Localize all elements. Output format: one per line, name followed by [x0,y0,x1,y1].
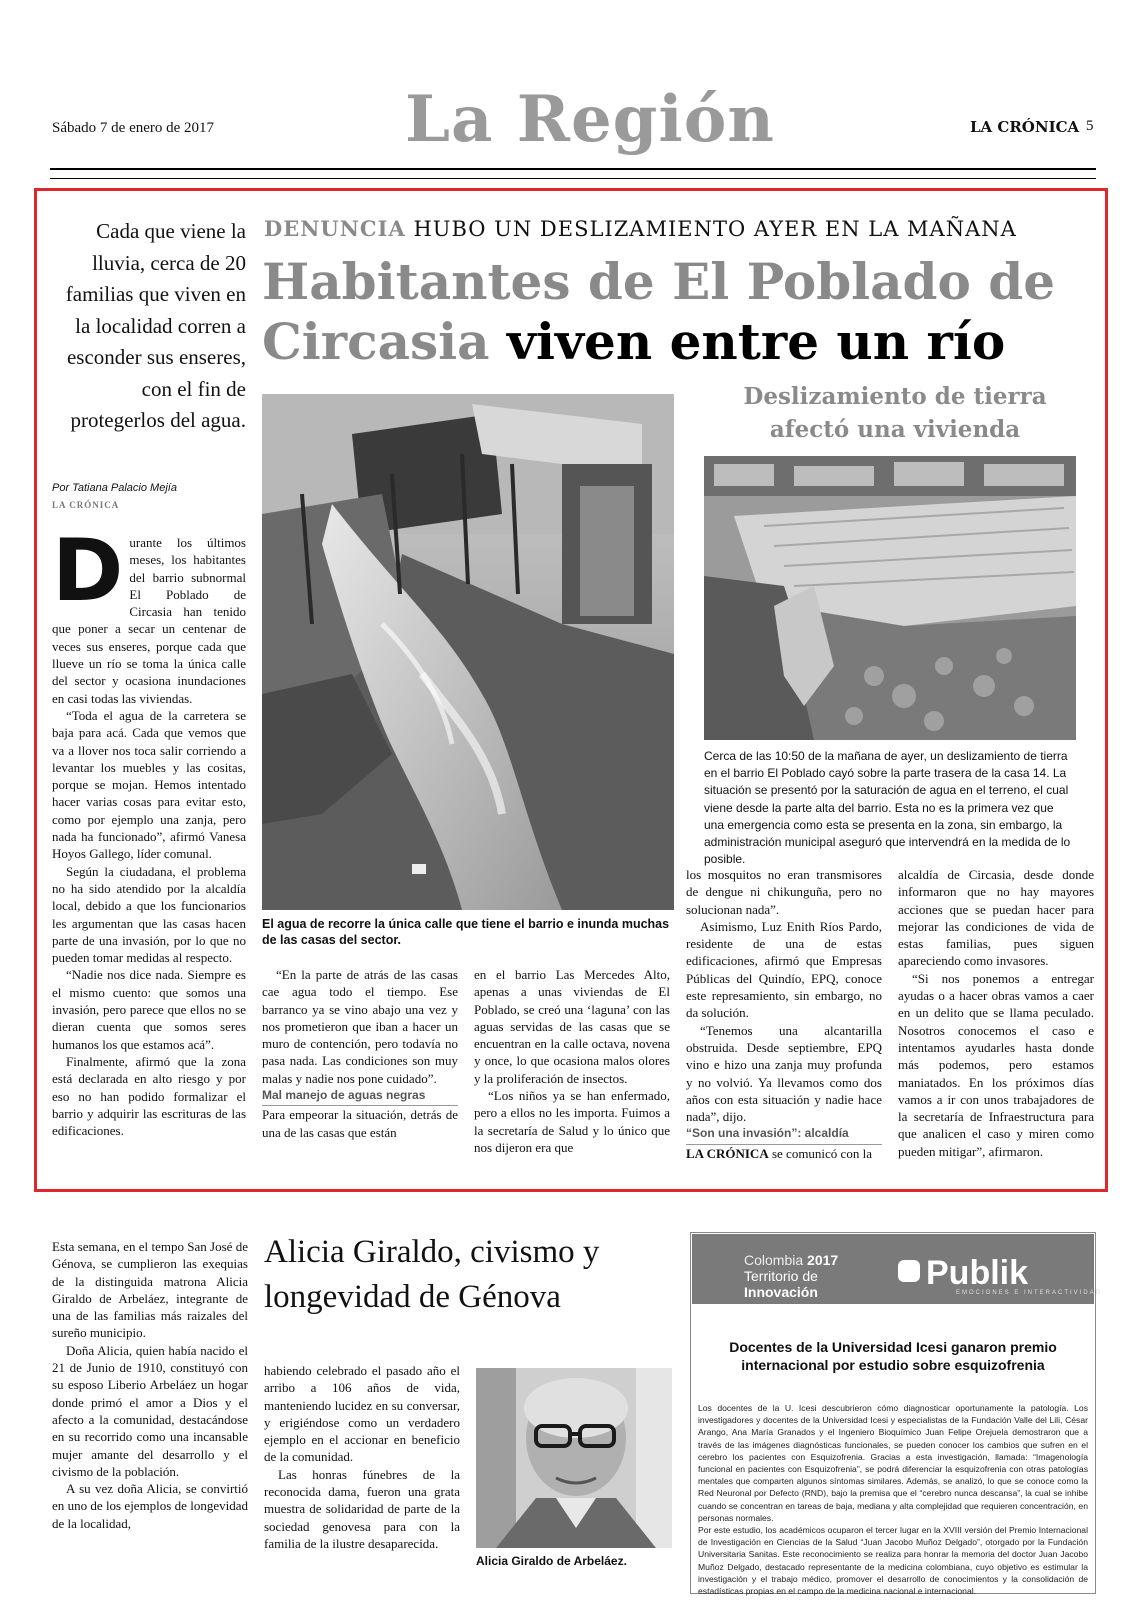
kicker-text: HUBO UN DESLIZAMIENTO AYER EN LA MAÑANA [413,217,1017,241]
paragraph: habiendo celebrado el pasado año el arribo a 106 años de vida, manteniendo lucidez en su conversar, y erigiéndose como un verdadero ejemplo en el accionar en beneficio de la comunidad. [264,1363,460,1465]
article-column-1 [52,521,246,1139]
sub-headline: Deslizamiento de tierra afectó una vivienda [743,383,1047,443]
obituary-headline: Alicia Giraldo, civismo y longevidad de Génova [264,1234,600,1315]
paragraph: alcaldía de Circasia, desde donde informaron que no hay mayores acciones que se puedan hacer para mejorar las condiciones de vida de estas familias, pues siguen apareciendo como invasores. [898,867,1094,969]
ad-body [698,1402,1088,1597]
paragraph: “Si nos ponemos a entregar ayudas o a hacer obras vamos a caer en un delito que se llama peculado. Nosotros conocemos el caso e intentamos ayudarles hasta donde más podemos, pero estamos maniatados. En los próximos días vamos a ir con unos trabajadores de la secretaría de Infraestructura para que analicen el caso y miren como pueden mitigar”, afirmaron. [898,970,1094,1159]
obituary-column-2 [264,1362,460,1552]
paragraph: Los docentes de la U. Icesi descubrieron cómo diagnosticar oportunamente la patología. Los investigadores y docentes de la Universidad Icesi y especialistas de la Fundación Valle del Lili, César Arango, Ana María Granados y el Ingeniero Bioquímico Juan Felipe Orejuela demostraron que a través de las imágenes diagnósticas funcionales, se pueden conocer los cambios que sufren en el cerebro los pacientes con Esquizofrenia. Gracias a esta investigación, llamada: “Imagenología funcional en pacientes con Esquizofrenia”, se podrá diferenciar la esquizofrenia con otras patologías mentales que comparten algunos síntomas similares. Además, se analizó, lo que se conoce como la Red Neuronal por Defecto (RND), bajo la premisa que el “cerebro nunca descansa”, la cual se inhibe cuando se concentran en tareas de baja, mediana y alta complejidad que requieren concentración, en personas normales. [698,1403,1088,1523]
paragraph: Asimismo, Luz Enith Ríos Pardo, residente de una de estas edificaciones, afirmó que Empresas Públicas del Quindío, EPQ, conoce este represamiento, sin embargo, no da solución. [686,918,882,1021]
newspaper-brand: LA CRÓNICA [970,118,1080,136]
flood-street-photo [262,394,674,910]
photo-caption: El agua de recorre la única calle que tiene el barrio e inunda muchas de las casas del sector. [262,917,670,947]
paragraph: Las honras fúnebres de la reconocida dama, fueron una grata muestra de solidaridad de parte de la sociedad genovesa para con la familia de la ilustre desaparecida. [264,1466,460,1551]
paragraph: Por este estudio, los académicos ocuparon el tercer lugar en la XVIII versión del Premio Internacional de Investigación en Ciencias de la Salud “Juan Jacobo Muñoz Delgado”, otorgado por la Fundación Universitaria Sanitas. Este reconocimiento se realiza para honrar la memoria del doctor Juan Jacobo Muñoz Delgado, destacado representante de la medicina colombiana, cuyo objetivo es estimular la investigación y el trabajo médico, promover el desarrollo de conocimientos y la consolidación de estadísticas propias en el campo de la medicina nacional e internacional. [698,1525,1088,1597]
ad-title: Docentes de la Universidad Icesi ganaron premio internacional por estudio sobre esquizofrenia [729,1339,1057,1373]
obituary-column-1 [52,1238,248,1532]
paragraph: Para empeorar la situación, detrás de una de las casas que están [262,1107,458,1140]
drop-cap: D [52,521,124,621]
portrait-photo [476,1368,672,1548]
page-number: 5 [1086,118,1094,134]
article-column-3 [474,966,670,1156]
headline-gray-part: Habitantes de El Poblado de Circasia [262,252,1056,371]
ad-year: 2017 [807,1252,839,1268]
paragraph [686,1145,882,1162]
article-kicker [264,216,1017,241]
paragraph: Finalmente, afirmó que la zona está declarada en alto riesgo y por eso no han podido formalizar el barrio y adquirir las escrituras de las edificaciones. [52,1053,246,1139]
byline-organization: LA CRÓNICA [52,500,120,510]
byline: Por Tatiana Palacio Mejía [52,482,177,494]
ad-tagline-line2: Innovación [744,1284,818,1300]
ad-tagline-line1: Territorio de [744,1268,818,1284]
header-rule-thin [50,178,1096,179]
paragraph: Esta semana, en el tempo San José de Génova, se cumplieron las exequias de la distinguida matrona Alicia Giraldo de Arbeláez, integrante de una de las familias más raizales del sureño municipio. [52,1239,248,1341]
photo-caption: Alicia Giraldo de Arbeláez. [476,1554,627,1568]
brand-mention: LA CRÓNICA [686,1145,769,1161]
publik-logo [926,1254,1028,1293]
ad-tagline [744,1268,818,1300]
headline-black-part: viven entre un río [506,312,1006,371]
paragraph: “En la parte de atrás de las casas cae agua todo el tiempo. Ese barranco ya se vino abajo una vez y nos prometieron que iban a hacer un muro de contención, pero todavía no pasa nada. Las condiciones son muy malas y nadie nos pone cuidado”. [262,967,458,1086]
landslide-photo [704,456,1076,740]
paragraph: “Los niños ya se han enfermado, pero a ellos no les importa. Fuimos a la secretaría de Salud y lo único que nos dijeron era que [474,1088,670,1155]
ad-country-name: Colombia [744,1252,804,1268]
article-lead: Cada que viene la lluvia, cerca de 20 familias que viven en la localidad corren a esconder sus enseres, con el fin de protegerlos del agua. [65,219,246,432]
paragraph: “Toda el agua de la carretera se baja para acá. Cada que vemos que va a llover nos toca salir corriendo a levantar los muebles y las cositas, porque se mojan. Hemos intentado hacer varias cosas para evitar esto, como por ejemplo una zanja, pero nada ha funcionado”, afirmó Vanesa Hoyos Gallego, líder comunal. [52,707,246,862]
paragraph: “Nadie nos dice nada. Siempre es el mismo cuento: que somos una invasión, pero parece que ellos no se dieran cuenta que somos seres humanos los que estamos acá”. [52,967,246,1052]
paragraph: Doña Alicia, quien había nacido el 21 de Junio de 1910, constituyó con su esposo Liberio Arbeláez un hogar donde primó el amor a Dios y el afecto a la comunidad, destacándose en su recorrido como una incansable mujer amante del desarrollo y el civismo de la población. [52,1342,248,1479]
photo-caption: Cerca de las 10:50 de la mañana de ayer, un deslizamiento de tierra en el barrio El Poblado cayó sobre la parte trasera de la casa 14. La situación se presentó por la saturación de agua en el terreno, el cual viene desde la parte alta del barrio. Esta no es la primera vez que una emergencia como esta se presenta en la zona, sin embargo, la administración municipal aseguró que intervendrá en la medida de lo posible. [704,749,1071,867]
article-column-4 [686,866,882,1162]
kicker-tag: DENUNCIA [264,216,406,241]
publik-logo-icon [898,1260,920,1282]
paragraph: “Tenemos una alcantarilla obstruida. Desde septiembre, EPQ vino e hizo una zanja muy profunda y no volvió. Ya llevamos como dos años con esta situación y nadie hace nada”, dijo. [686,1022,882,1125]
section-subhead: “Son una invasión”: alcaldía [686,1125,882,1144]
paragraph: los mosquitos no eran transmisores de dengue ni chikunguña, pero no solucionan nada”. [686,867,882,917]
paragraph-text: se comunicó con la [768,1145,872,1161]
article-column-5 [898,866,1094,1160]
paragraph: en el barrio Las Mercedes Alto, apenas a unas viviendas de El Poblado, se creó una ‘laguna’ con las aguas servidas de las casas que se encuentran en la calle octava, novena y once, lo que ocasiona malos olores y la proliferación de insectos. [474,967,670,1086]
paragraph: urante los últimos meses, los habitantes del barrio subnormal El Poblado de Circasia han tenido que poner a secar un centenar de veces sus enseres, porque cada que llueve un río se toma la única calle del sector y ocasiona inundaciones en casi todas las viviendas. [52,535,246,706]
section-title: La Región [405,82,775,157]
paragraph: A su vez doña Alicia, se convirtió en uno de los ejemplos de longevidad de la localidad, [52,1481,248,1531]
ad-logo-subtitle: EMOCIONES E INTERACTIVIDAD [956,1290,1103,1296]
paragraph: Según la ciudadana, el problema no ha sido atendido por la alcaldía local, debido a que los funcionarios les argumentan que las casas hacen parte de una invasión, por lo que no pueden tomar medidas al respecto. [52,863,246,966]
header-rule [50,168,1096,170]
ad-country [744,1252,838,1268]
article-column-2 [262,966,458,1141]
issue-date: Sábado 7 de enero de 2017 [52,120,215,136]
ad-logo-text: Publik [926,1254,1029,1292]
article-headline [262,252,1092,372]
section-subhead: Mal manejo de aguas negras [262,1087,458,1106]
